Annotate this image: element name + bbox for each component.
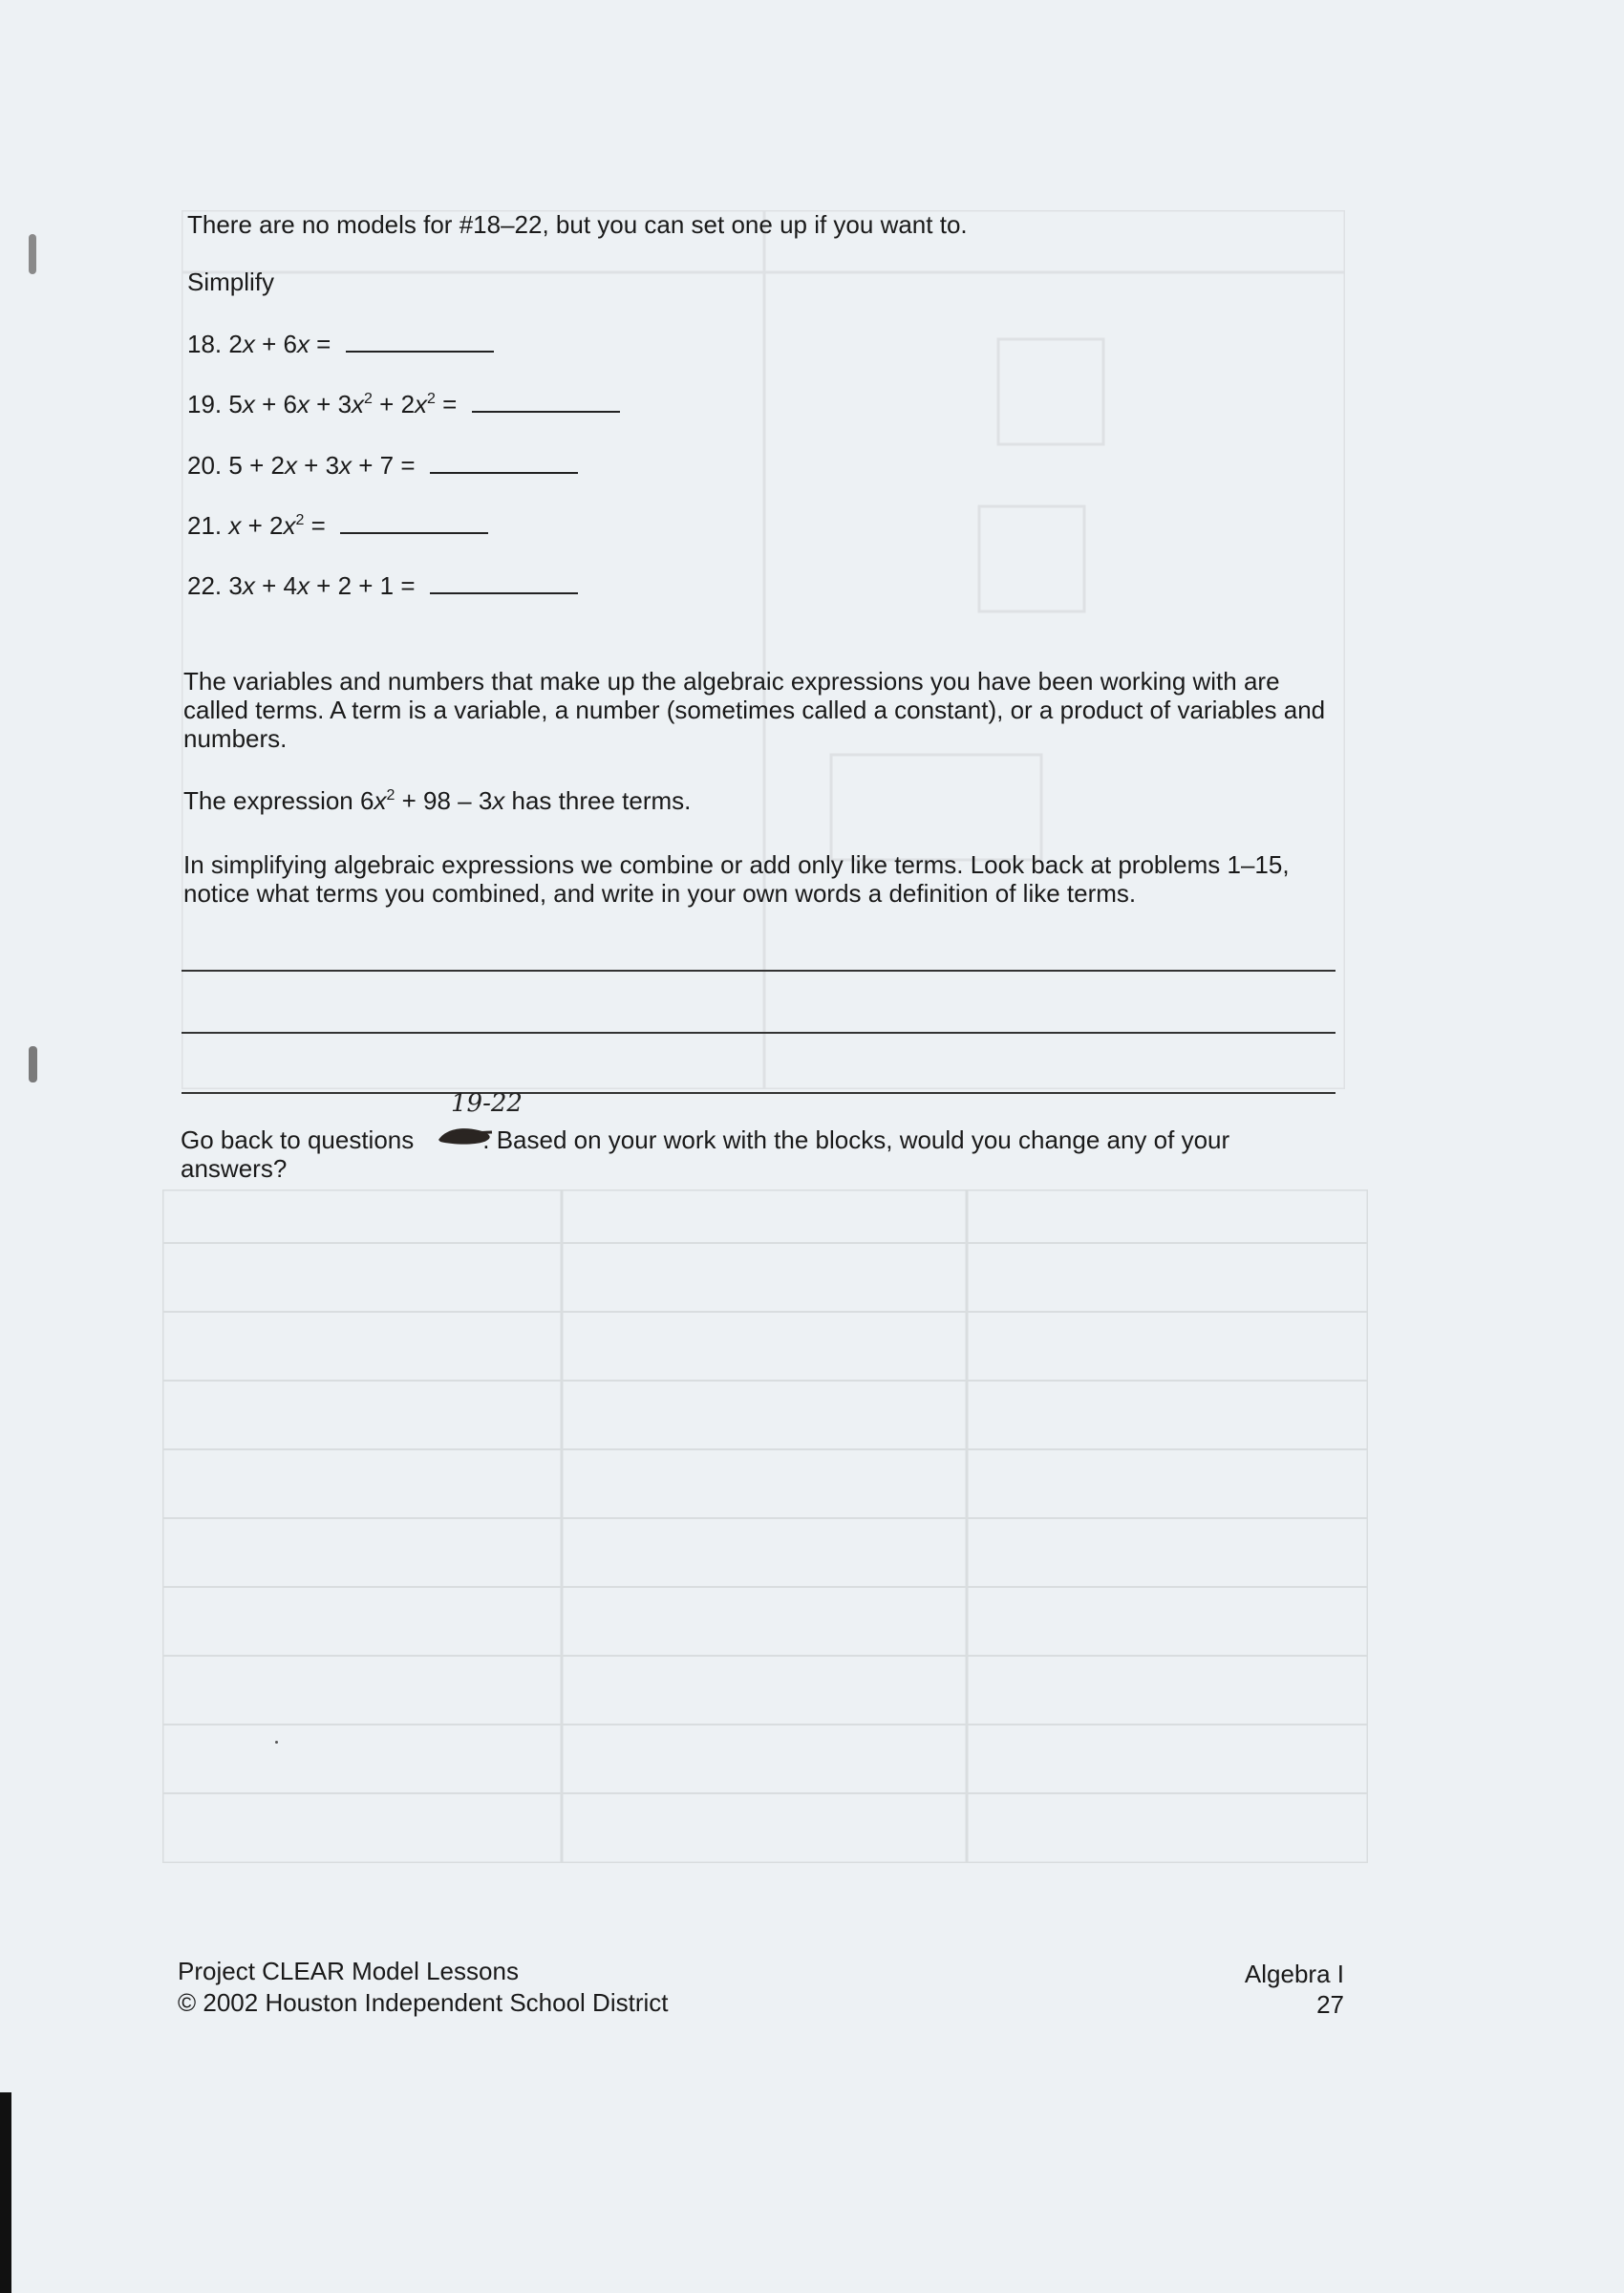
term-sep: + 2 [372,390,416,418]
variable: x [242,330,255,358]
exponent: 2 [364,391,373,407]
term-sep: 5 + 2 [228,451,285,480]
coefficient: 3 [228,571,243,600]
sentence-text: The expression 6 [183,786,374,815]
variable: x [415,390,428,418]
go-back-question [181,1125,1327,1183]
term-sep: + 3 [309,390,353,418]
answer-line-2[interactable] [182,1032,1336,1034]
sentence-text: + 98 – 3 [395,786,493,815]
punch-hole-mark [29,1046,37,1082]
coefficient: 5 [228,390,243,418]
coefficient: 2 [228,330,243,358]
exponent: 2 [427,391,436,407]
question-lead: Go back to questions [181,1125,415,1154]
problem-20 [187,451,578,480]
term-sep: + 3 [296,451,340,480]
term-sep: + 2 [241,511,284,540]
variable: x [242,571,255,600]
term-sep: + 6 [254,330,297,358]
answer-line-3[interactable] [182,1092,1336,1094]
equals: = [435,390,458,418]
footer-right [1245,1959,1344,2020]
equals: = [304,511,326,540]
answer-line-1[interactable] [182,970,1336,972]
equals: = [309,330,331,358]
scan-edge [0,2092,11,2293]
footer-left [178,1956,668,2019]
problem-22 [187,571,578,600]
variable: x [283,511,296,540]
problem-19 [187,390,620,418]
question-tail: . Based on your work with the blocks, would you change any of your answers? [181,1125,1230,1183]
answer-blank-18[interactable] [346,330,494,353]
problem-number: 18. [187,330,223,358]
problem-number: 22. [187,571,223,600]
answer-blank-19[interactable] [472,390,620,413]
problem-number: 20. [187,451,223,480]
footer-project: Project CLEAR Model Lessons [178,1957,519,1985]
answer-blank-21[interactable] [340,511,488,534]
show-through-problem-table [162,1189,1368,1863]
exponent: 2 [386,787,395,804]
variable: x [492,786,505,815]
variable: x [352,390,365,418]
variable: x [339,451,353,480]
answer-blank-22[interactable] [430,571,578,594]
intro-text: There are no models for #18–22, but you can set one up if you want to. [187,210,968,239]
equals: + 2 + 1 = [309,571,416,600]
variable: x [296,571,310,600]
variable: x [296,330,310,358]
variable: x [374,786,387,815]
problem-21 [187,511,488,540]
sentence-text: has three terms. [504,786,692,815]
scan-speck [275,1741,278,1744]
answer-blank-20[interactable] [430,451,578,474]
exponent: 2 [295,512,305,528]
footer-copyright: © 2002 Houston Independent School District [178,1988,669,2017]
terms-paragraph: The variables and numbers that make up the algebraic expressions you have been working with are called terms. A term is a variable, a number (sometimes called a constant), or a product of variables and numbers. [183,667,1326,753]
variable: x [296,390,310,418]
variable: x [228,511,242,540]
footer-course: Algebra I [1244,1960,1344,1988]
handwritten-note: 19-22 [451,1089,523,1118]
term-sep: + 4 [254,571,297,600]
problem-number: 19. [187,390,223,418]
simplify-heading: Simplify [187,268,275,296]
problem-number: 21. [187,511,223,540]
term-sep: + 6 [254,390,297,418]
problem-18 [187,330,494,358]
variable: x [284,451,297,480]
punch-hole-mark [29,234,36,274]
expression-sentence [183,786,691,815]
variable: x [242,390,255,418]
like-terms-paragraph: In simplifying algebraic expressions we combine or add only like terms. Look back at problems 1–15, notice what terms you combined, and write in your own words a definition of like terms. [183,850,1290,908]
equals: + 7 = [352,451,416,480]
page-number: 27 [1316,1990,1344,2019]
